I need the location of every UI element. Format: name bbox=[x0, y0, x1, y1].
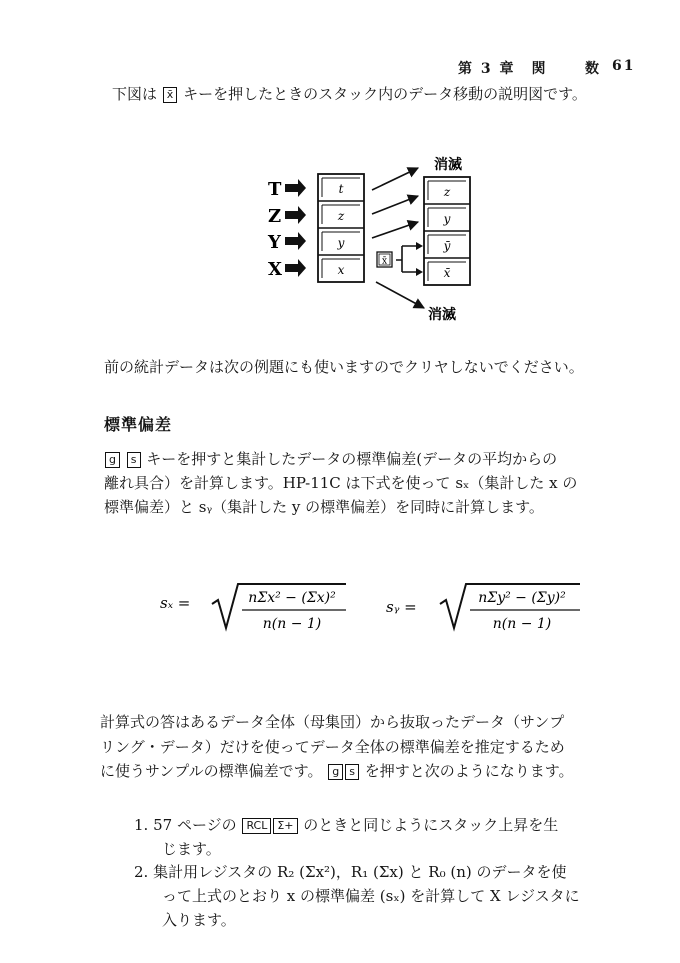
stack-diagram bbox=[0, 0, 680, 340]
sy-lhs: sᵧ = bbox=[386, 598, 417, 616]
g-key: g bbox=[105, 452, 120, 468]
step-1-number: 1. bbox=[134, 816, 149, 834]
label-t: T bbox=[268, 179, 282, 200]
label-y: Y bbox=[268, 232, 281, 253]
para2-line3 bbox=[100, 760, 574, 781]
page-number: 61 bbox=[612, 58, 636, 74]
chapter-word: 数 bbox=[585, 61, 601, 77]
lost-label-top: 消滅 bbox=[434, 157, 462, 173]
before-cell-y: y bbox=[337, 236, 345, 250]
sx-numerator: nΣx² − (Σx)² bbox=[248, 590, 336, 606]
step-2-text-a: 集計用レジスタの R₂ (Σx²)，R₁ (Σx) と R₀ (n) のデータを使 bbox=[153, 863, 567, 881]
label-x: X bbox=[268, 259, 282, 280]
para1-line1 bbox=[104, 448, 557, 469]
chapter-title: 第 3 章 関 bbox=[458, 61, 548, 77]
clear-note: 前の統計データは次の例題にも使いますのでクリヤしないでください。 bbox=[104, 358, 584, 376]
para2-line2: リング・データ）だけを使ってデータ全体の標準偏差を推定するため bbox=[100, 738, 565, 756]
after-cell-y: y bbox=[443, 212, 451, 226]
x-bar-key-label: x̄ bbox=[381, 256, 388, 267]
after-cell-x-bar: x̄ bbox=[443, 266, 451, 280]
lost-label-bottom: 消滅 bbox=[428, 307, 456, 323]
step-2-line2: って上式のとおり x の標準偏差 (sₓ) を計算して X レジスタに bbox=[162, 887, 580, 905]
section-title: 標準偏差 bbox=[104, 415, 173, 434]
sy-numerator: nΣy² − (Σy)² bbox=[478, 590, 566, 606]
formulas bbox=[150, 570, 610, 650]
s-key-2: s bbox=[345, 764, 359, 780]
before-cell-x: x bbox=[337, 263, 345, 277]
stack-before bbox=[318, 174, 364, 282]
before-cell-t: t bbox=[338, 182, 344, 196]
step-1-line2: じます。 bbox=[162, 840, 221, 858]
step-2-line3: 入ります。 bbox=[162, 911, 236, 929]
rcl-key: RCL bbox=[242, 818, 271, 834]
sx-lhs: sₓ = bbox=[160, 594, 191, 612]
register-labels bbox=[267, 179, 306, 280]
para1-text1: キーを押すと集計したデータの標準偏差(データの平均からの bbox=[146, 450, 558, 468]
step-1-text-b: のときと同じようにスタック上昇を生 bbox=[303, 816, 559, 834]
para2-text-a: に使うサンプルの標準偏差です。 bbox=[100, 762, 323, 780]
sx-denominator: n(n − 1) bbox=[262, 616, 322, 632]
intro-text-2: キーを押したときのスタック内のデータ移動の説明図です。 bbox=[183, 85, 587, 103]
x-bar-key-box bbox=[377, 252, 392, 267]
after-cell-y-bar: ȳ bbox=[443, 239, 451, 253]
step-2-line1 bbox=[134, 861, 566, 882]
para1-line3: 標準偏差）と sᵧ（集計した y の標準偏差）を同時に計算します。 bbox=[104, 498, 544, 516]
label-arrows bbox=[285, 179, 306, 277]
before-cell-z: z bbox=[337, 209, 345, 223]
stack-after bbox=[424, 177, 470, 285]
g-key-2: g bbox=[328, 764, 343, 780]
intro-text-1: 下図は bbox=[112, 85, 158, 103]
s-key: s bbox=[127, 452, 141, 468]
para2-text-b: を押すと次のようになります。 bbox=[364, 762, 574, 780]
sy-denominator: n(n − 1) bbox=[492, 616, 552, 632]
after-cell-z: z bbox=[443, 185, 451, 199]
shift-arrows bbox=[372, 168, 424, 308]
step-1-text-a: 57 ページの bbox=[153, 816, 237, 834]
step-1-line1 bbox=[134, 814, 558, 835]
label-z: Z bbox=[268, 206, 282, 227]
sigma-plus-key: Σ+ bbox=[273, 818, 297, 834]
para1-line2: 離れ具合）を計算します。HP-11C は下式を使って sₓ（集計した x の bbox=[104, 474, 578, 492]
x-bar-key: x̄ bbox=[163, 87, 178, 103]
step-2-number: 2. bbox=[134, 863, 149, 881]
para2-line1: 計算式の答はあるデータ全体（母集団）から抜取ったデータ（サンプ bbox=[100, 713, 565, 731]
